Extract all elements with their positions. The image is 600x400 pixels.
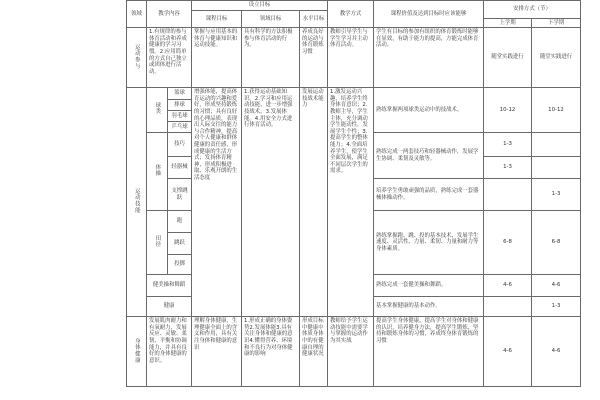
skill-term1 [484,179,532,211]
skill-term1: 1-3 [484,157,532,179]
skill-term1: 4-6 [484,275,532,297]
header-goal-course: 课程目标 [192,10,242,28]
header-term1: 上学期 [484,18,532,28]
skill-term2: 1-3 [532,297,581,317]
skill-term2 [532,157,581,179]
skill-item: 跳跃 [168,233,192,255]
health-term2: 4-6 [532,317,581,387]
skills-course-goal: 增强体能，提高体育运动的兴趣和爱好，形成坚持锻炼的习惯；具有良好的心理品质，表现出人际交往的能力与合作精神，提高对个人健康和群体健康的责任感，形成健康的生活方式；发扬体育精神，形成积极进取、乐观开朗的生活态度 [192,88,242,317]
health-value: 提高学生身体健康，提高学生对身体和健康的认识，培养健身方法，提高学生锻炼，坚持和锻炼身体的习惯，养成终身体育锻炼的习惯 [374,317,484,387]
skill-term2: 6-8 [532,211,581,275]
header-term2: 下学期 [532,18,581,28]
skill-value: 熟练掌握跑、跳、投的基本技术，发展学生速度、灵活性、力量、柔韧、力量和耐力等身体素质。 [374,211,484,275]
participation-content: 1.有规律的参与体育活动和养成健康的学习习惯。2.应用简单的方式自己独立或团体进行活动。 [147,28,192,88]
skill-term1: 1-3 [484,133,532,157]
skill-item: 排球 [168,100,192,111]
header-goal-domain: 领域目标 [242,10,300,28]
header-domain: 领域 [127,1,147,28]
skill-value: 熟练完成一套健美操和舞蹈。 [374,275,484,297]
skill-item: 投掷 [168,255,192,275]
header-goals: 设立目标 [192,1,328,11]
skill-term2 [532,133,581,157]
participation-method: 教师引导学生与学生学习并主动体育活动。 [328,28,374,88]
health-method: 教师给予学生运动技能中需要学与掌握的运动作为其实战 [328,317,374,387]
skill-item: 篮球 [168,88,192,100]
skill-value: 培养学生勇敢顽强的品质，熟练完成一套器械体操动作。 [374,179,484,211]
health-level-goal: 形成目标中健康中体质身体中的有健康自理的健康状况 [300,317,328,387]
skill-item: 健康 [147,297,192,317]
skill-term2: 4-6 [532,275,581,297]
health-term1: 4-6 [484,317,532,387]
skill-value: 熟练完成一两套技巧和轻器械动作，发展学生协调、柔韧及灵敏等。 [374,133,484,179]
teaching-plan-table [126,0,581,387]
skills-ball-group: 球类 [154,102,161,116]
participation-course-goal: 掌握与应用基本的体育与健康知识和运动技能。 [192,28,242,88]
skill-item: 跑 [168,211,192,233]
skills-method: 1.激发运动兴趣，培养学生终身体育意识；2.教师主导，学生主体，充分调动学生能动性，发展学生个性；3.提高学生的整体能力；4.全面培养学生，使学生全面发展，满足不同层次学生的需求。 [328,88,374,317]
skills-level-goal: 发展运动技战术能力 [300,88,328,317]
skill-item: 乒乓球 [168,122,192,133]
skill-value: 熟练掌握两项球类运动中的技战术。 [374,88,484,133]
skills-gym-group: 体操 [154,163,161,177]
header-schedule: 安排方式（节） [484,1,581,19]
skill-term1: 6-8 [484,211,532,275]
health-domain-goal: 1.形成正确的身体姿势2.发展体能3.具有关注身体和健康的意识4.懂得营养、环境和不良行为对身体健康的影响 [242,317,300,387]
skill-term1: 10-12 [484,88,532,133]
header-method: 教学方式 [328,1,374,28]
participation-term2: 随堂实践进行 [532,28,581,88]
skill-item: 支撑跳跃 [168,179,192,211]
participation-value: 学生有目标的参加有组织的体育锻炼时能够在显效，有助于能力的提高，方能完成体育活动。 [374,28,484,88]
health-course-goal: 理解身体健康，生理健康全面上的含义和作用，具有关注身体和健康的意识 [192,317,242,387]
skill-value: 基本掌握健康的基本动作。 [374,297,484,317]
skill-item: 羽毛球 [168,111,192,122]
skill-term1 [484,297,532,317]
skill-term2: 1-3 [532,179,581,211]
header-value: 课程价值及达到目标时应该能够 [374,1,484,28]
participation-domain: 运动参与 [133,43,140,70]
skill-item: 技巧 [168,133,192,157]
header-content: 教学内容 [147,1,192,28]
skill-term2: 10-12 [532,88,581,133]
participation-term1: 随堂实践进行 [484,28,532,88]
skills-track-group: 田径 [154,234,161,248]
skills-domain: 运动技能 [133,188,140,214]
health-content: 发展肌肉耐力和有氧耐力，发展反应、灵敏、柔韧、平衡和协调能力，并具有良好的身体健康的意识。 [147,317,192,387]
header-goal-level: 水平目标 [300,10,328,28]
skills-domain-goal: 1.获得运动基础知识。2.学习和应用运动技能，进一步增强技战术。3.发展体能。4.用安全方式进行体育活动。 [242,88,300,317]
skill-item: 健美操和舞蹈 [147,275,192,297]
health-domain: 身体健康 [133,337,140,364]
participation-domain-goal: 具有科学的方法积极参与体育活动的行为。 [242,28,300,88]
skill-item: 轻器械 [168,157,192,179]
participation-level-goal: 养成良好的运动与体育锻炼习惯 [300,28,328,88]
